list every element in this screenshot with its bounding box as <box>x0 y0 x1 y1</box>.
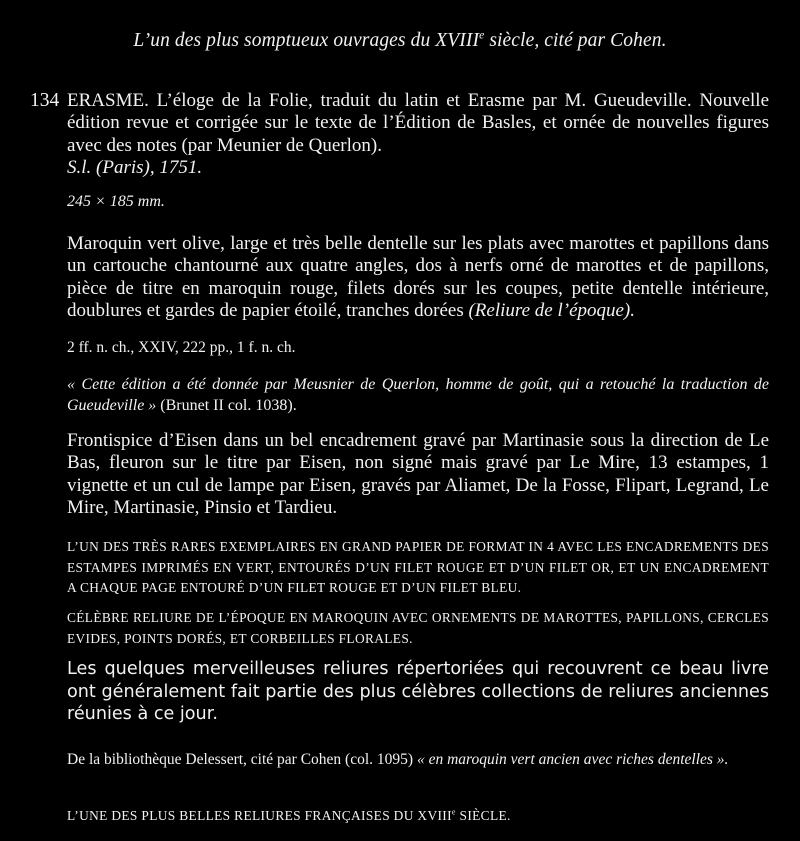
header-superscript: e <box>479 28 485 42</box>
quote-text: « Cette édition a été donnée par Meusnier de Querlon, homme de goût, qui a retouché la traduction de Gueudeville » <box>67 376 769 414</box>
provenance-quote: « en maroquin vert ancien avec riches dentelles ». <box>416 751 729 768</box>
binding-note: (Reliure de l’époque). <box>468 299 636 321</box>
header-text-end: siècle, cité par Cohen. <box>484 30 667 51</box>
binding-text: Maroquin vert olive, large et très belle dentelle sur les plats avec marottes et papillons dans un cartouche chantourné aux quatre angles, dos à nerfs orné de marottes et de papillons, pièce de titre en maroquin rouge, filets dorés sur les coupes, petite dentelle intérieure, doublures et gardes de papier étoilé, tranches dorées <box>67 233 769 321</box>
final-superscript: e <box>451 807 456 817</box>
imprint: S.l. (Paris), 1751. <box>67 156 203 178</box>
collation: 2 ff. n. ch., XXIV, 222 pp., 1 f. n. ch. <box>67 339 296 356</box>
binding-highlight: CÉLÈBRE RELIURE DE L’ÉPOQUE EN MAROQUIN AVEC ORNEMENTS DE MAROTTES, PAPILLONS, CERCLES EVIDES, POINTS DORÉS, ET CORBEILLES FLORALES. <box>67 610 769 646</box>
lot-title <box>67 90 769 179</box>
final-text: L’UNE DES PLUS BELLES RELIURES FRANÇAISES DU XVIII <box>67 808 452 823</box>
dimensions: 245 × 185 mm. <box>67 193 165 210</box>
title-text: ERASME. L’éloge de la Folie, traduit du latin et Erasme par M. Gueudeville. Nouvelle édition revue et corrigée sur le texte de l’Édition de Basles, et ornée de nouvelles figures avec des notes (par Meunier de Querlon). <box>67 90 769 156</box>
provenance-text: De la bibliothèque Delessert, cité par Cohen (col. 1095) <box>67 751 417 768</box>
brunet-quote <box>67 374 769 416</box>
final-note <box>67 806 769 827</box>
provenance <box>67 750 769 771</box>
quote-ref: (Brunet II col. 1038). <box>156 397 297 414</box>
final-text-end: SIÈCLE. <box>455 808 511 823</box>
large-paper-note: L’UN DES TRÈS RARES EXEMPLAIRES EN GRAND PAPIER DE FORMAT IN 4 AVEC LES ENCADREMENTS DES ESTAMPES IMPRIMÉS EN VERT, ENTOURÉS D’UN FILET ROUGE ET D’UN FILET OR, ET UN ENCADREMENT A CHAQUE PAGE ENTOURÉ D’UN FILET ROUGE ET D’UN FILET BLEU. <box>67 539 769 595</box>
lot-number: 134 <box>30 90 60 111</box>
plates-description: Frontispice d’Eisen dans un bel encadrement gravé par Martinasie sous la direction de Le Bas, fleuron sur le titre par Eisen, non signé mais gravé par Le Mire, 13 estampes, 1 vignette et un cul de lampe par Eisen, gravés par Aliamet, De la Fosse, Flipart, Legrand, Le Mire, Martinasie, Pinsio et Tardieu. <box>67 430 769 518</box>
collections-note: Les quelques merveilleuses reliures répertoriées qui recouvrent ce beau livre ont généralement fait partie des plus célèbres collections de reliures anciennes réunies à ce jour. <box>67 659 769 724</box>
page-header <box>0 30 800 52</box>
header-text: L’un des plus somptueux ouvrages du XVIII <box>133 30 480 51</box>
binding-description <box>67 233 769 322</box>
